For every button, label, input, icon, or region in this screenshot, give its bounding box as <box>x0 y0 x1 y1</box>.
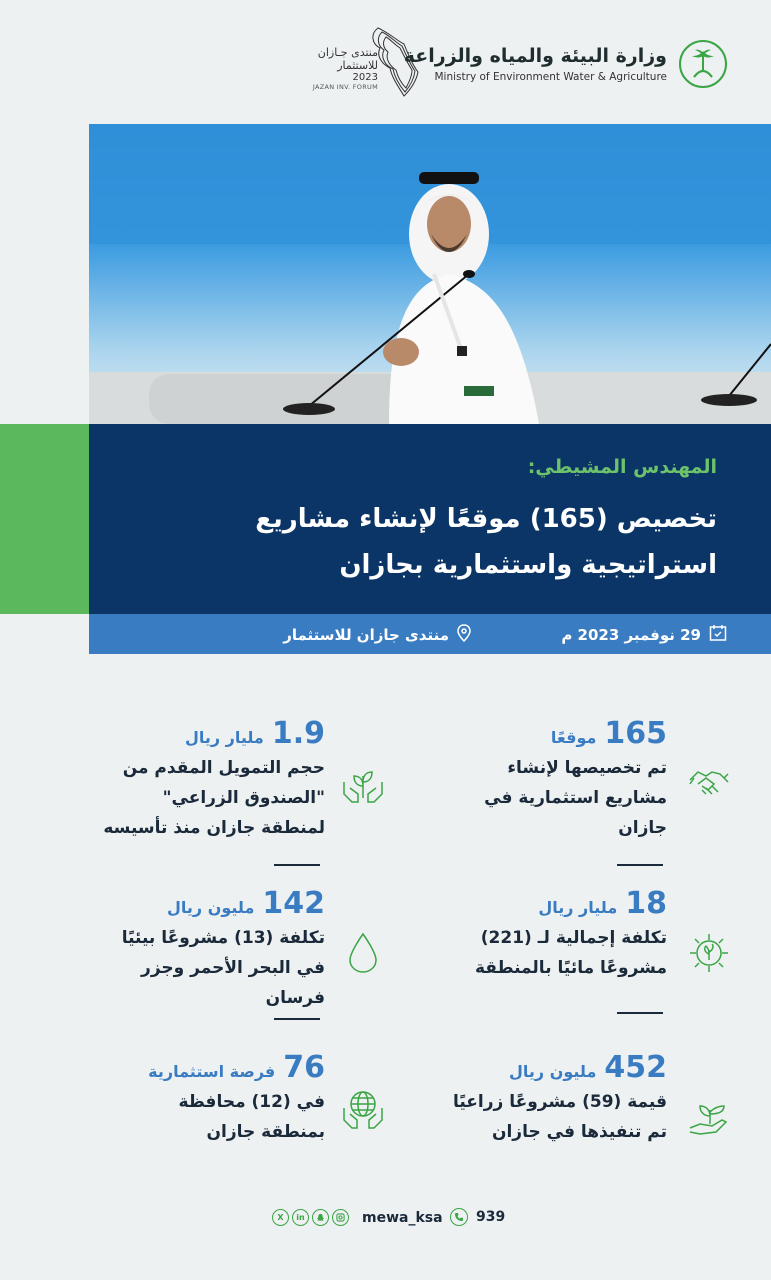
stat-desc-line: تكلفة إجمالية لـ (221) <box>480 928 667 948</box>
stat-number: 18 <box>625 886 667 921</box>
stat-sites <box>427 716 667 843</box>
location-pin-icon <box>457 624 471 646</box>
info-bar <box>89 614 771 654</box>
stat-number: 76 <box>283 1050 325 1085</box>
stat-number: 142 <box>262 886 325 921</box>
stat-desc-line: في (12) محافظة <box>178 1092 325 1112</box>
phone-number: 939 <box>476 1209 506 1225</box>
seedling-hand-icon <box>686 1094 732 1140</box>
stat-unit: مليون ريال <box>509 1062 597 1081</box>
stat-desc-line: تكلفة (13) مشروعًا بيئيًا <box>121 928 325 948</box>
divider <box>274 864 320 866</box>
forum-name-en: JAZAN INV. FORUM <box>312 83 378 91</box>
gear-leaf-icon <box>686 930 732 976</box>
stat-desc-line: حجم التمويل المقدم من <box>122 758 325 778</box>
handshake-icon <box>686 760 732 806</box>
plant-hands-icon <box>340 762 386 808</box>
ministry-logo <box>404 40 727 88</box>
stat-desc-line: بمنطقة جازان <box>206 1122 325 1142</box>
stat-desc-line: "الصندوق الزراعي" <box>162 788 325 808</box>
footer <box>0 1206 771 1232</box>
stat-desc-line: مشاريع استثمارية في <box>484 788 667 808</box>
divider <box>617 864 663 866</box>
stat-desc-line: قيمة (59) مشروعًا زراعيًا <box>452 1092 667 1112</box>
stat-number: 452 <box>604 1050 667 1085</box>
headline-line-2: استراتيجية واستثمارية بجازان <box>339 550 717 580</box>
divider <box>274 1018 320 1020</box>
header <box>0 0 771 124</box>
speaker-photo <box>89 124 771 424</box>
palm-swords-emblem-icon <box>679 40 727 88</box>
phone-icon <box>450 1208 468 1226</box>
stat-water-cost <box>427 886 667 983</box>
stat-number: 1.9 <box>271 716 325 751</box>
stat-unit: مليون ريال <box>167 898 255 917</box>
headline-line-1: تخصيص (165) موقعًا لإنشاء مشاريع <box>255 504 717 534</box>
stat-desc-line: تم تنفيذها في جازان <box>491 1122 667 1142</box>
instagram-icon[interactable] <box>332 1209 349 1226</box>
stat-unit: مليار ريال <box>538 898 618 917</box>
stat-number: 165 <box>604 716 667 751</box>
stat-desc-line: جازان <box>618 818 667 838</box>
forum-name-ar-1: منتدى جـازان <box>317 46 378 59</box>
stat-desc-line: في البحر الأحمر وجزر فرسان <box>141 958 325 1008</box>
stat-desc-line: مشروعًا مائيًا بالمنطقة <box>474 958 667 978</box>
event-date <box>561 624 727 646</box>
divider <box>617 1012 663 1014</box>
phone-contact[interactable] <box>450 1208 505 1226</box>
ministry-name-ar: وزارة البيئة والمياه والزراعة <box>403 45 667 67</box>
stat-unit: موقعًا <box>550 728 597 747</box>
event-place <box>283 624 471 646</box>
linkedin-icon[interactable]: in <box>292 1209 309 1226</box>
stat-desc-line: لمنطقة جازان منذ تأسيسه <box>103 818 325 838</box>
stat-agri-fund <box>85 716 325 843</box>
green-accent-block <box>0 424 89 614</box>
stat-opportunities <box>85 1050 325 1147</box>
snapchat-icon[interactable] <box>312 1209 329 1226</box>
stat-agri-projects <box>427 1050 667 1147</box>
forum-name-ar-2: للاستثمار <box>337 59 378 72</box>
forum-year: 2023 <box>352 72 378 83</box>
x-icon[interactable]: X <box>272 1209 289 1226</box>
stat-desc-line: تم تخصيصها لإنشاء <box>507 758 667 778</box>
calendar-icon <box>709 624 727 646</box>
water-drop-icon <box>340 930 386 976</box>
social-handle[interactable]: mewa_ksa <box>362 1210 443 1226</box>
stat-unit: مليار ريال <box>184 728 264 747</box>
social-icons <box>272 1209 349 1226</box>
stat-unit: فرصة استثمارية <box>148 1062 276 1081</box>
event-date-text: 29 نوفمبر 2023 م <box>561 626 701 644</box>
headline <box>157 496 717 588</box>
ministry-name-en: Ministry of Environment Water & Agriculture <box>434 71 667 83</box>
globe-hands-icon <box>340 1086 386 1132</box>
stat-env-projects <box>85 886 325 1013</box>
speaker-label: المهندس المشيطي: <box>527 456 717 478</box>
event-place-text: منتدى جازان للاستثمار <box>283 626 449 644</box>
jazan-forum-logo <box>300 24 430 104</box>
